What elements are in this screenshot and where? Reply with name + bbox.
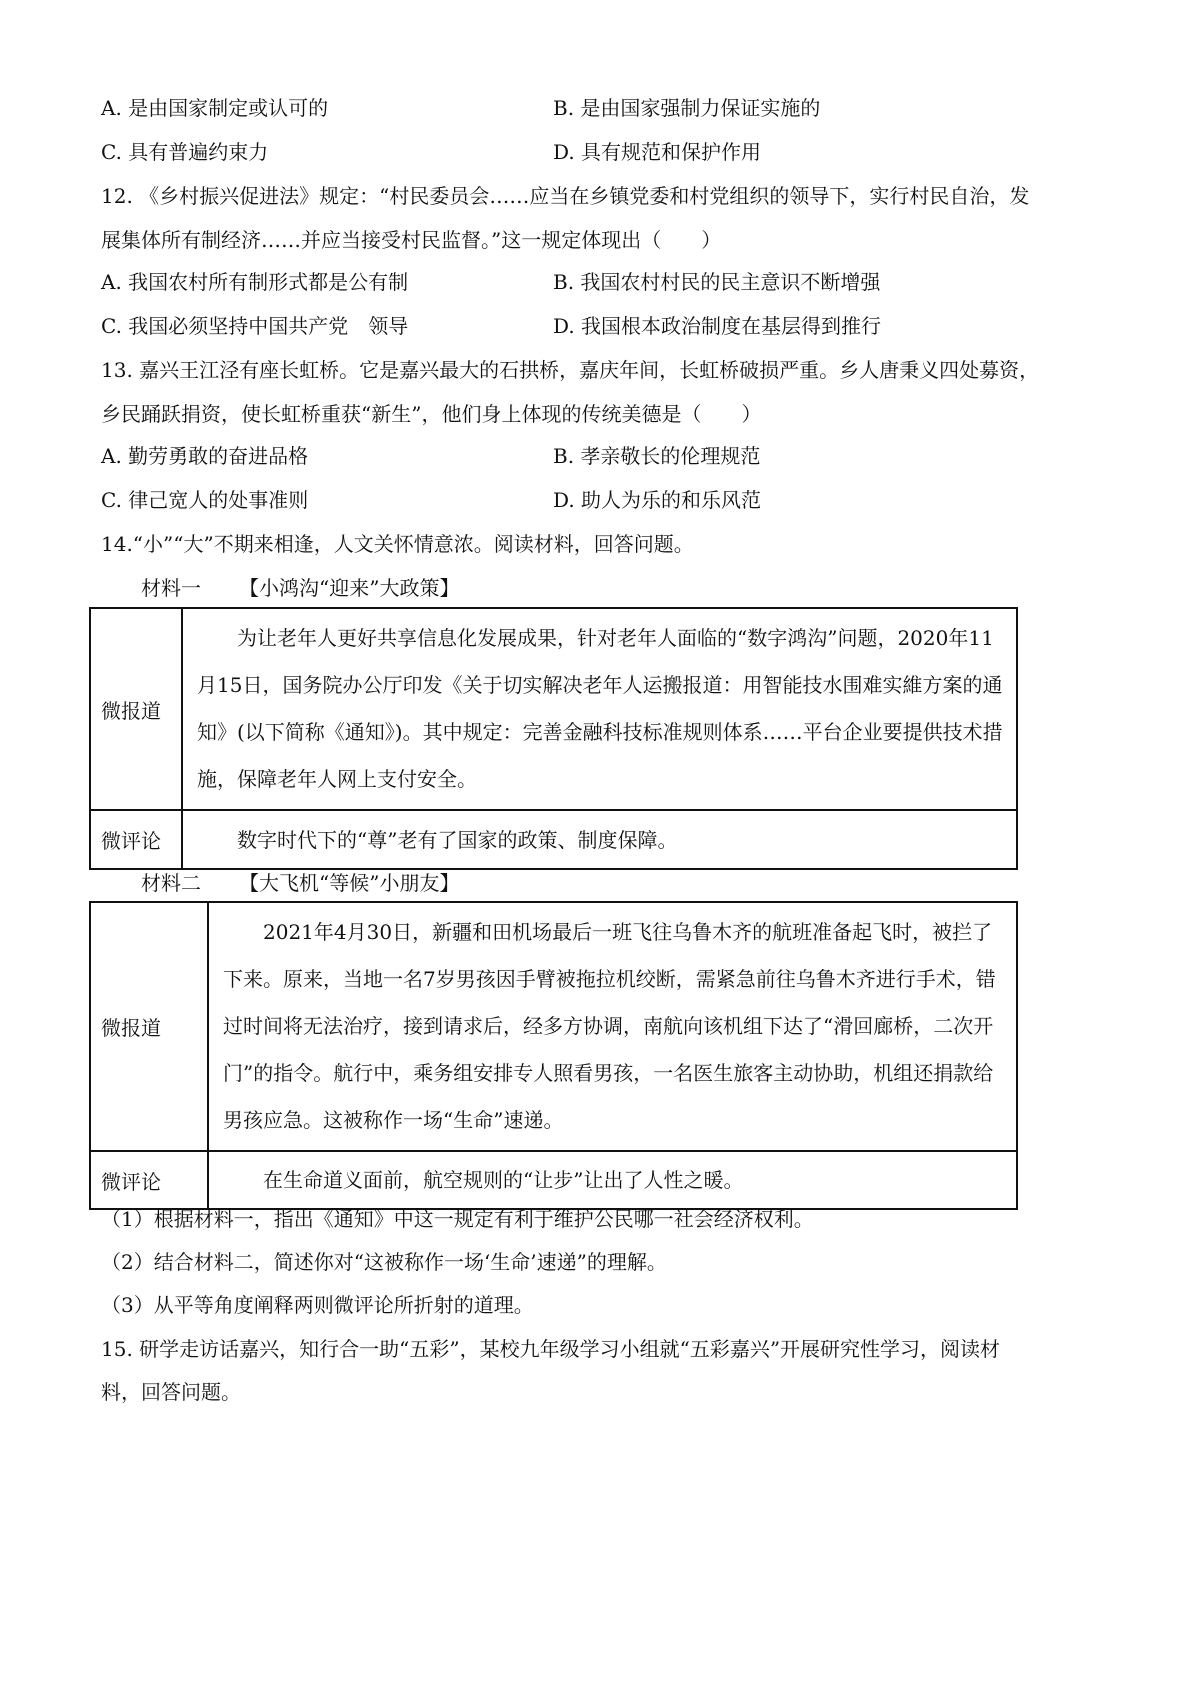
material-2-comment-text: 在生命道义面前，航空规则的“让步”让出了人性之暖。 xyxy=(208,1151,1017,1209)
material-2-comment-head: 微评论 xyxy=(90,1151,208,1209)
q12-stem-line-2: 展集体所有制经济……并应当接受村民监督。”这一规定体现出（ ） xyxy=(101,228,722,252)
material-2-table xyxy=(89,901,1018,1210)
material-1-title: 【小鸿沟“迎来”大政策】 xyxy=(239,576,460,600)
q12-option-a: A. 我国农村所有制形式都是公有制 xyxy=(101,270,409,294)
q14-sub-question-3: （3）从平等角度阐释两则微评论所折射的道理。 xyxy=(101,1293,534,1317)
q13-option-b: B. 孝亲敬长的伦理规范 xyxy=(553,444,761,468)
q11-option-c: C. 具有普遍约束力 xyxy=(101,140,269,164)
q14-sub-question-1: （1）根据材料一，指出《通知》中这一规定有利于维护公民哪一社会经济权利。 xyxy=(101,1207,814,1231)
q11-option-a: A. 是由国家制定或认可的 xyxy=(101,96,329,120)
q12-option-b: B. 我国农村村民的民主意识不断增强 xyxy=(553,270,881,294)
q12-option-d: D. 我国根本政治制度在基层得到推行 xyxy=(553,314,882,338)
q11-option-d: D. 具有规范和保护作用 xyxy=(553,140,762,164)
q13-stem-line-2: 乡民踊跃捐资，使长虹桥重获“新生”，他们身上体现的传统美德是（ ） xyxy=(101,402,762,426)
q13-option-d: D. 助人为乐的和乐风范 xyxy=(553,488,762,512)
q14-sub-question-2: （2）结合材料二，简述你对“这被称作一场‘生命’速递”的理解。 xyxy=(101,1250,667,1274)
material-1-comment-text: 数字时代下的“尊”老有了国家的政策、制度保障。 xyxy=(182,810,1017,869)
q13-option-a: A. 勤劳勇敢的奋进品格 xyxy=(101,444,309,468)
material-2-report-text: 2021年4月30日，新疆和田机场最后一班飞往乌鲁木齐的航班准备起飞时，被拦了下来。原来，当地一名7岁男孩因手臂被拖拉机绞断，需紧急前往乌鲁木齐进行手术，错过时间将无法治疗，接到请求后，经多方协调，南航向该机组下达了“滑回廊桥，二次开门”的指令。航行中，乘务组安排专人照看男孩，一名医生旅客主动协助，机组还捐款给男孩应急。这被称作一场“生命”速递。 xyxy=(208,902,1017,1151)
material-2-label: 材料二 xyxy=(141,871,201,895)
q12-stem-line-1: 12. 《乡村振兴促进法》规定：“村民委员会……应当在乡镇党委和村党组织的领导下，实行村民自治，发 xyxy=(101,184,1030,208)
q13-option-c: C. 律己宽人的处事准则 xyxy=(101,488,309,512)
material-1-heading xyxy=(141,574,459,602)
q11-option-b: B. 是由国家强制力保证实施的 xyxy=(553,96,821,120)
q12-option-c: C. 我国必须坚持中国共产党 领导 xyxy=(101,314,409,338)
q15-stem-line-2: 料，回答问题。 xyxy=(101,1380,241,1404)
q13-stem-line-1: 13. 嘉兴王江泾有座长虹桥。它是嘉兴最大的石拱桥，嘉庆年间，长虹桥破损严重。乡人唐秉义四处募资， xyxy=(101,358,1040,382)
material-1-comment-head: 微评论 xyxy=(90,810,182,869)
material-1-report-head: 微报道 xyxy=(90,608,182,810)
material-2-title: 【大飞机“等候”小朋友】 xyxy=(239,871,460,895)
material-2-report-head: 微报道 xyxy=(90,902,208,1151)
material-1-report-text: 为让老年人更好共享信息化发展成果，针对老年人面临的“数字鸿沟”问题，2020年11月15日，国务院办公厅印发《关于切实解决老年人运搬报道：用智能技水围难实維方案的通知》(以下简称《通知》)。其中规定：完善金融科技标准规则体系……平台企业要提供技术措施，保障老年人网上支付安全。 xyxy=(182,608,1017,810)
material-1-label: 材料一 xyxy=(141,576,201,600)
q14-stem: 14.“小”“大”不期来相逢，人文关怀情意浓。阅读材料，回答问题。 xyxy=(101,532,694,556)
material-1-table xyxy=(89,607,1018,870)
q15-stem-line-1: 15. 研学走访话嘉兴，知行合一助“五彩”，某校九年级学习小组就“五彩嘉兴”开展研究性学习，阅读材 xyxy=(101,1337,1001,1361)
material-2-heading xyxy=(141,869,459,897)
